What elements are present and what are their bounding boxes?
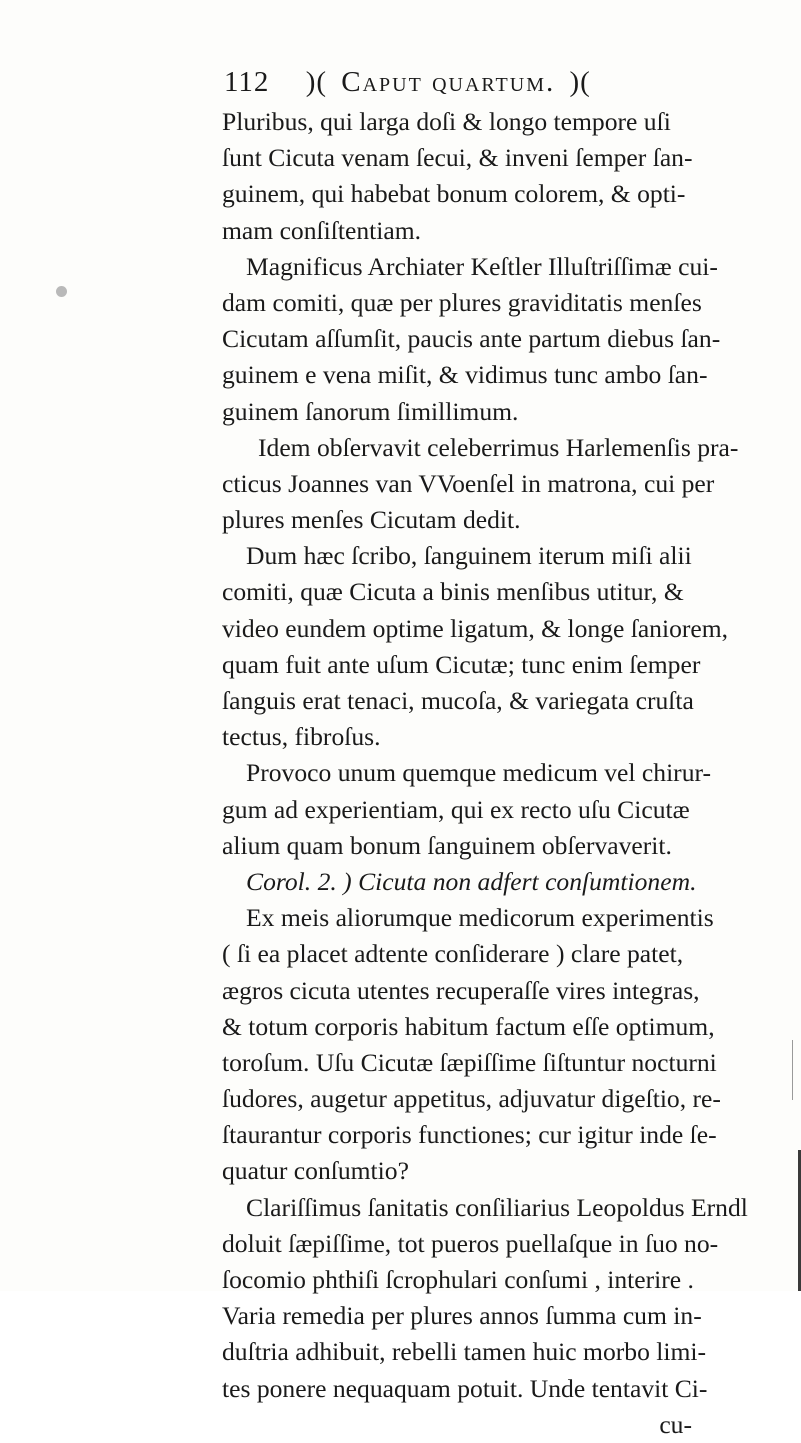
- text-line: duſtria adhibuit, rebelli tamen huic morbo limi-: [222, 1337, 707, 1367]
- text-line: guinem e vena miſit, & vidimus tunc ambo ſan-: [222, 360, 708, 390]
- running-header: [224, 66, 694, 102]
- text-line: ſunt Cicuta venam ſecui, & inveni ſemper ſan-: [222, 143, 693, 173]
- text-line: quam fuit ante uſum Cicutæ; tunc enim ſemper: [222, 649, 701, 679]
- text-line: ſudores, augetur appetitus, adjuvatur digeſtio, re-: [222, 1084, 721, 1114]
- text-line: cticus Joannes van VVoenſel in matrona, cui per: [222, 468, 715, 498]
- page-edge-mark: [792, 1040, 793, 1100]
- text-line: Dum hæc ſcribo, ſanguinem iterum miſi alii: [246, 541, 692, 571]
- text-line: Cicutam aſſumſit, paucis ante partum diebus ſan-: [222, 324, 721, 354]
- header-bracket-left: )(: [305, 66, 328, 98]
- text-line: ſtaurantur corporis functiones; cur igitur inde ſe-: [222, 1120, 717, 1150]
- text-line: mam conſiſtentiam.: [222, 215, 422, 245]
- text-line: video eundem optime ligatum, & longe ſaniorem,: [222, 613, 729, 643]
- text-line: Pluribus, qui larga doſi & longo tempore uſi: [222, 107, 671, 136]
- text-line: guinem ſanorum ſimillimum.: [222, 396, 519, 426]
- text-line: ſocomio phthiſi ſcrophulari conſumi , interire .: [222, 1265, 694, 1294]
- text-line: quatur conſumtio?: [222, 1156, 409, 1186]
- header-bracket-right: )(: [569, 66, 591, 98]
- body-text: [222, 104, 748, 1443]
- text-line: Ex meis aliorumque medicorum experimentis: [246, 903, 714, 933]
- text-line: tectus, fibroſus.: [222, 722, 381, 752]
- text-line: ſanguis erat tenaci, mucoſa, & variegata cruſta: [222, 686, 694, 715]
- catchword: cu-: [659, 1409, 692, 1439]
- text-line: guinem, qui habebat bonum colorem, & opti-: [222, 179, 686, 209]
- text-line: Idem obſervavit celeberrimus Harlemenſis pra-: [258, 432, 739, 462]
- text-line: gum ad experientiam, qui ex recto uſu Cicutæ: [222, 794, 690, 824]
- text-line: Varia remedia per plures annos ſumma cum in-: [222, 1301, 702, 1331]
- text-line: ( ſi ea placet adtente conſiderare ) clare patet,: [222, 939, 684, 969]
- text-line: toroſum. Uſu Cicutæ ſæpiſſime ſiſtuntur nocturni: [222, 1047, 717, 1077]
- text-line: comiti, quæ Cicuta a binis menſibus utitur, &: [222, 577, 684, 607]
- text-line: plures menſes Cicutam dedit.: [222, 505, 521, 535]
- page-number: 112: [224, 66, 270, 98]
- corollary-heading: Corol. 2. ) Cicuta non adfert conſumtionem.: [246, 866, 697, 896]
- chapter-title: Caput quartum.: [341, 66, 556, 98]
- text-line: & totum corporis habitum factum eſſe optimum,: [222, 1011, 715, 1041]
- text-line: doluit ſæpiſſime, tot pueros puellaſque in ſuo no-: [222, 1228, 719, 1258]
- text-line: Provoco unum quemque medicum vel chirur-: [246, 758, 712, 788]
- text-line: Clariſſimus ſanitatis conſiliarius Leopoldus Erndl: [246, 1192, 748, 1222]
- text-line: dam comiti, quæ per plures graviditatis menſes: [222, 287, 702, 317]
- text-line: alium quam bonum ſanguinem obſervaverit.: [222, 830, 672, 860]
- text-line: Magnificus Archiater Keſtler Illuſtriſſimæ cui-: [246, 251, 718, 281]
- ink-spot: [56, 286, 67, 297]
- text-line: tes ponere nequaquam potuit. Unde tentavit Ci-: [222, 1373, 708, 1403]
- text-line: ægros cicuta utentes recuperaſſe vires integras,: [222, 975, 700, 1005]
